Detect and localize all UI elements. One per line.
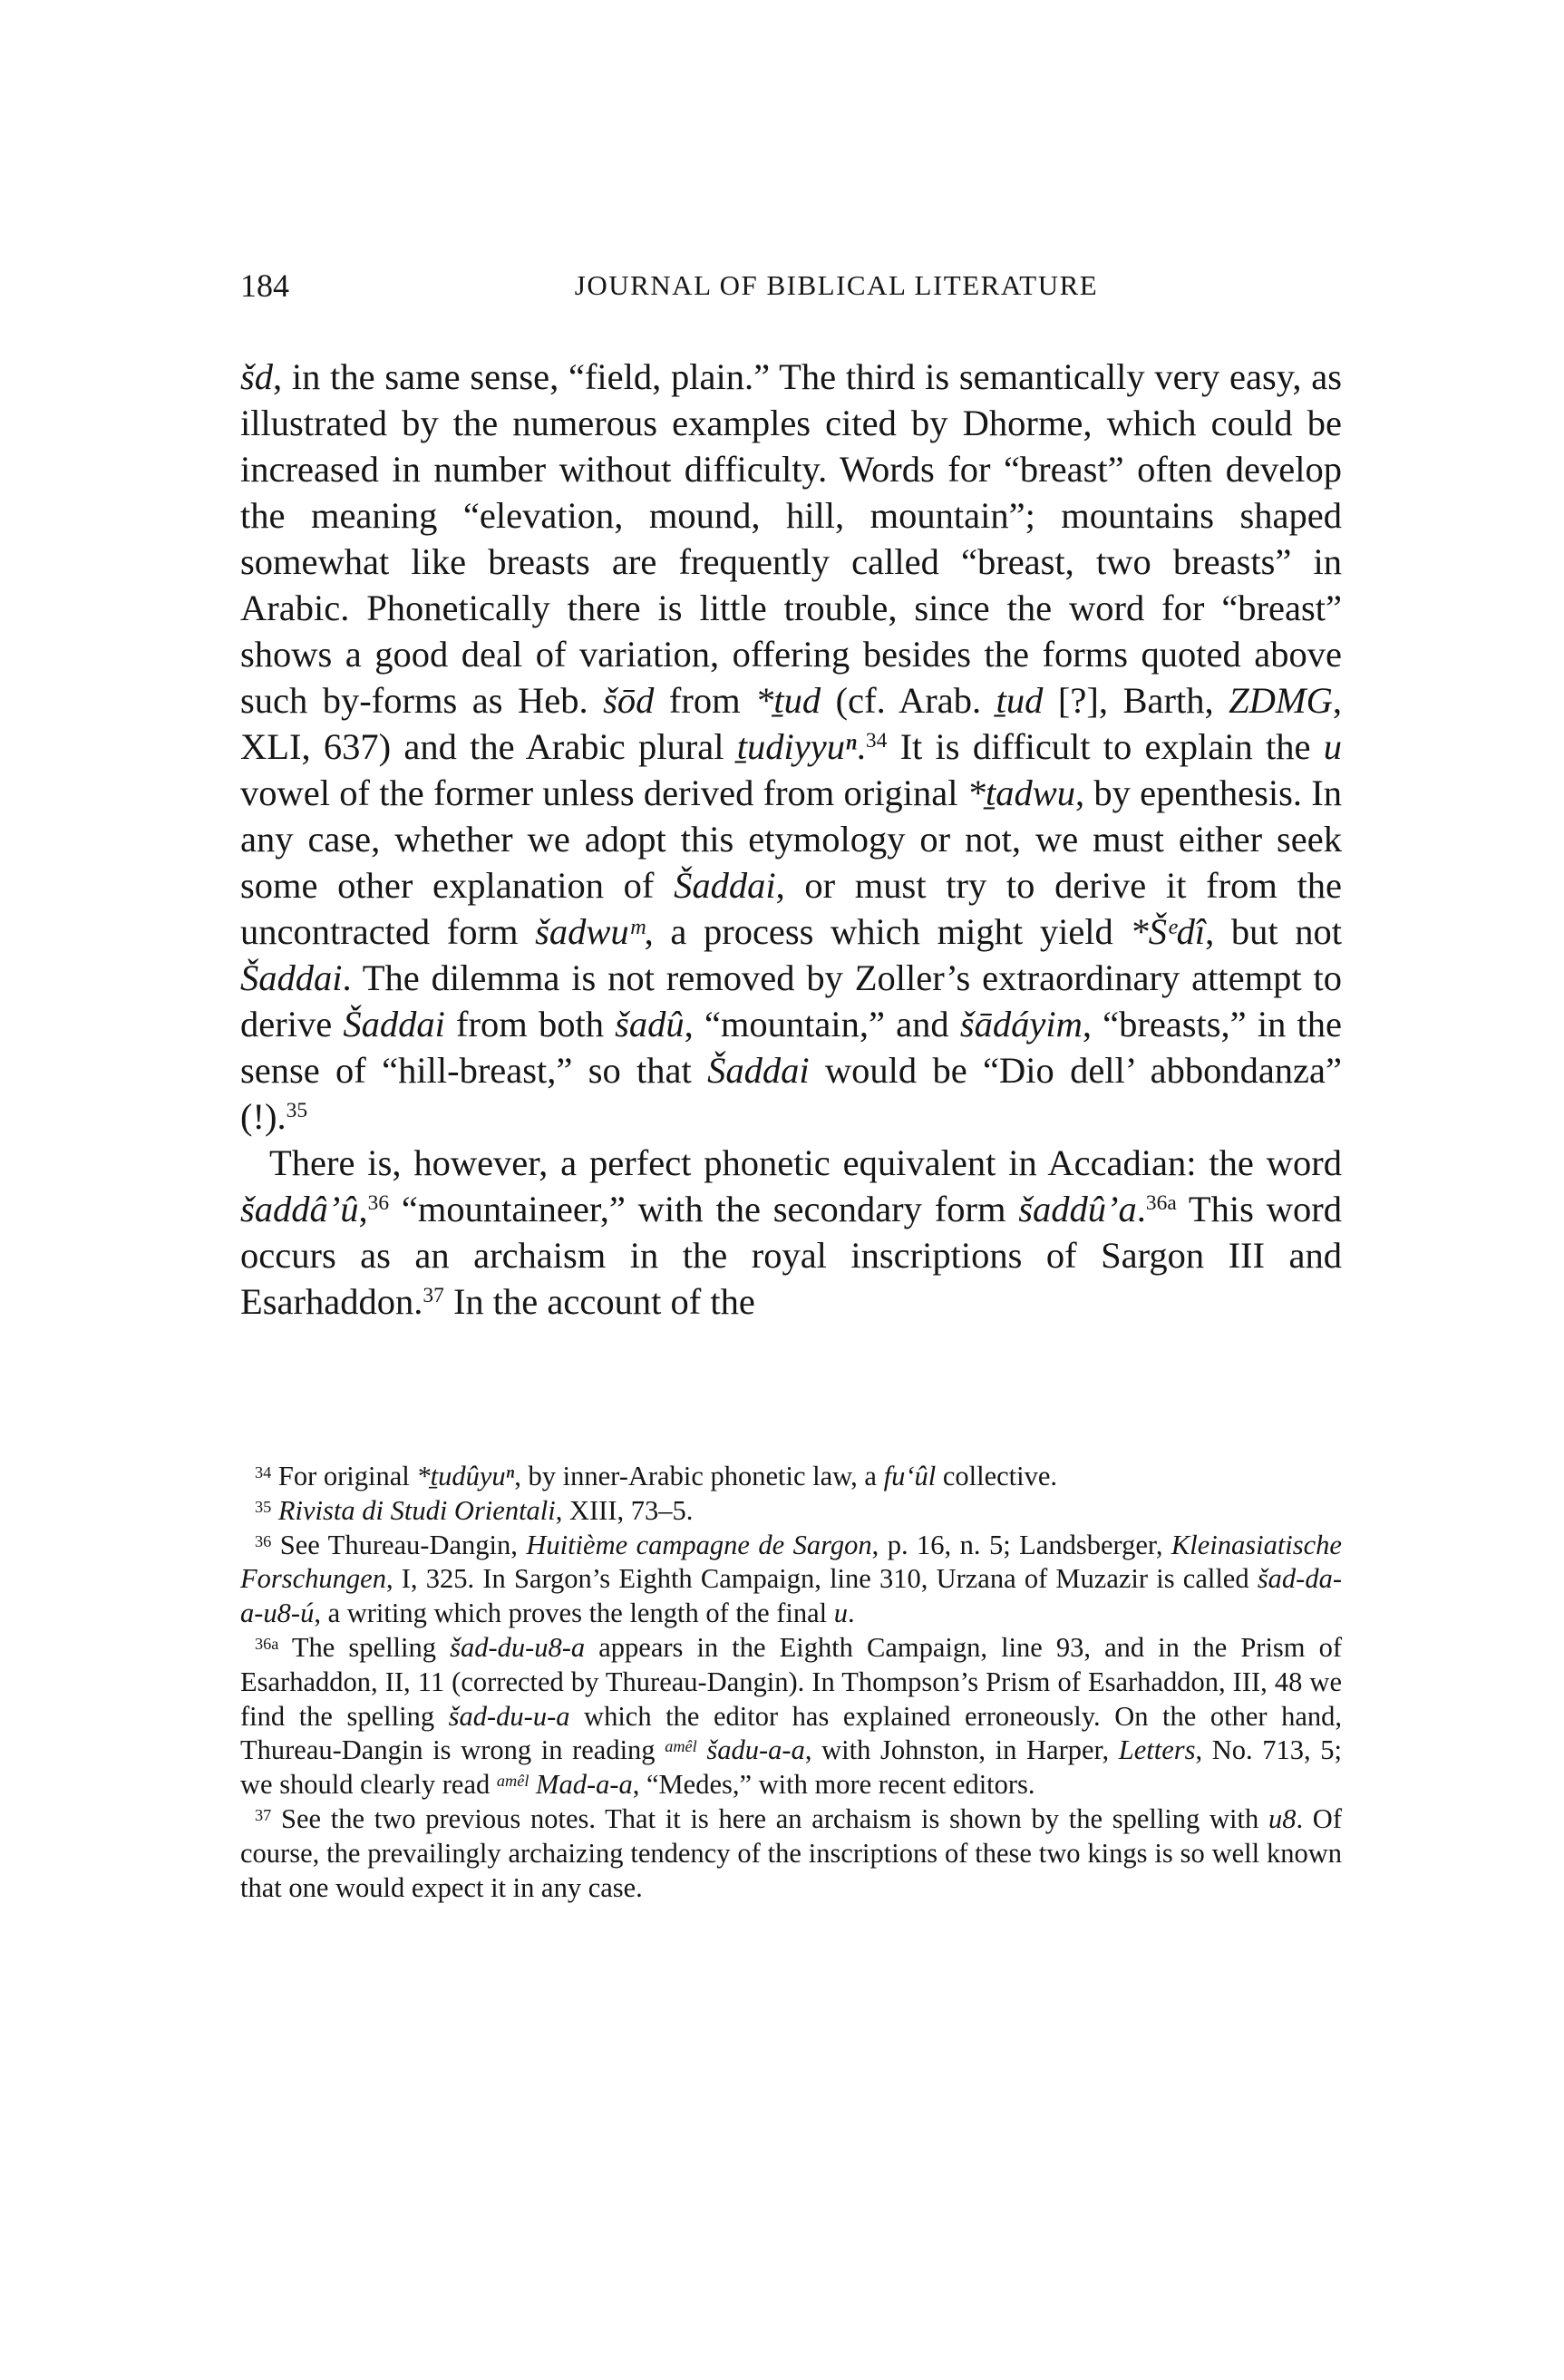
footnote-34: $^{34}$ For original *ṯudûyuⁿ, by inner-Arabic phonetic law, a fu‘ûl collective. bbox=[255, 1461, 1057, 1491]
footnote-ref-34: 34 bbox=[865, 729, 888, 753]
footnote-number: 36 bbox=[255, 1531, 272, 1550]
paragraph-1: šd, in the same sense, “field, plain.” The third is semantically very easy, as illustrated by the numerous examples cited by Dhorme, which could be increased in number without difficulty. Words for “breast” often develop the meaning “elevation, mound, hill, mountain”; mountains shaped somewhat like breasts are frequently called “breast, two breasts” in Arabic. Phonetically there is little trouble, since the word for “breast” shows a good deal of variation, offering besides the forms quoted above such by-forms as Heb. šōd from *ṯud (cf. Arab. ṯud [?], Barth, ZDMG, XLI, 637) and the Arabic plural ṯudiyyuⁿ.$^{34}$ It is difficult to explain the u vowel of the former unless derived from original *ṯadwu, by epenthesis. In any case, whether we adopt this etymology or not, we must either seek some other explanation of Šaddai, or must try to derive it from the uncontracted form šadwuᵐ, a process which might yield *Šᵉdî, but not Šaddai. The dilemma is not removed by Zoller’s extraordinary attempt to derive Šaddai from both šadû, “mountain,” and šādáyim, “breasts,” in the sense of “hill-breast,” so that Šaddai would be “Dio dell’ abbondanza” (!).$^{35}$ bbox=[240, 356, 1342, 1137]
footnote-ref-37: 37 bbox=[423, 1284, 444, 1308]
body-text bbox=[240, 354, 1342, 1325]
journal-title: JOURNAL OF BIBLICAL LITERATURE bbox=[574, 269, 1099, 301]
footnote-number: 37 bbox=[255, 1805, 272, 1824]
footnote-ref-35: 35 bbox=[286, 1099, 308, 1123]
footnote-number: 34 bbox=[255, 1462, 272, 1481]
footnote-number: 36a bbox=[255, 1634, 279, 1653]
footnote-37: $^{37}$ See the two previous notes. That it is here an archaism is shown by the spelling with u8. Of course, the prevailingly archaizing tendency of the inscriptions of these two kings is so well known that one would expect it in any case. bbox=[240, 1802, 1342, 1903]
footnote-36a: $^{36a}$ The spelling šad-du-u8-a appears in the Eighth Campaign, line 93, and in the Prism of Esarhaddon, II, 11 (corrected by Thureau-Dangin). In Thompson’s Prism of Esarhaddon, III, 48 we find the spelling šad-du-u-a which the editor has explained erroneously. On the other hand, Thureau-Dangin is wrong in reading $^{amêl}$ šadu-a-a, with Johnston, in Harper, Letters, No. 713, 5; we should clearly read $^{amêl}$ Mad-a-a, “Medes,” with more recent editors. bbox=[240, 1631, 1343, 1801]
footnotes bbox=[240, 1460, 1342, 1905]
footnote-ref-36: 36 bbox=[367, 1191, 390, 1216]
paragraph-2: There is, however, a perfect phonetic equivalent in Accadian: the word šaddâ’û,$^{36}$ “mountaineer,” with the secondary form šaddû’a.$^{36a}$ This word occurs as an archaism in the royal inscriptions of Sargon III and Esarhaddon.$^{37}$ In the account of the bbox=[240, 1142, 1342, 1322]
footnote-number: 35 bbox=[255, 1497, 272, 1516]
footnote-35: $^{35}$ Rivista di Studi Orientali, XIII, 73–5. bbox=[255, 1494, 694, 1526]
page-number: 184 bbox=[240, 267, 289, 304]
running-head bbox=[240, 263, 1342, 308]
footnote-36: $^{36}$ See Thureau-Dangin, Huitième campagne de Sargon, p. 16, n. 5; Landsberger, Kleinasiatische Forschungen, I, 325. In Sargon’s Eighth Campaign, line 310, Urzana of Muzazir is called šad-da-a-u8-ú, a writing which proves the length of the final u. bbox=[240, 1529, 1342, 1629]
footnote-ref-36a: 36a bbox=[1145, 1191, 1177, 1216]
